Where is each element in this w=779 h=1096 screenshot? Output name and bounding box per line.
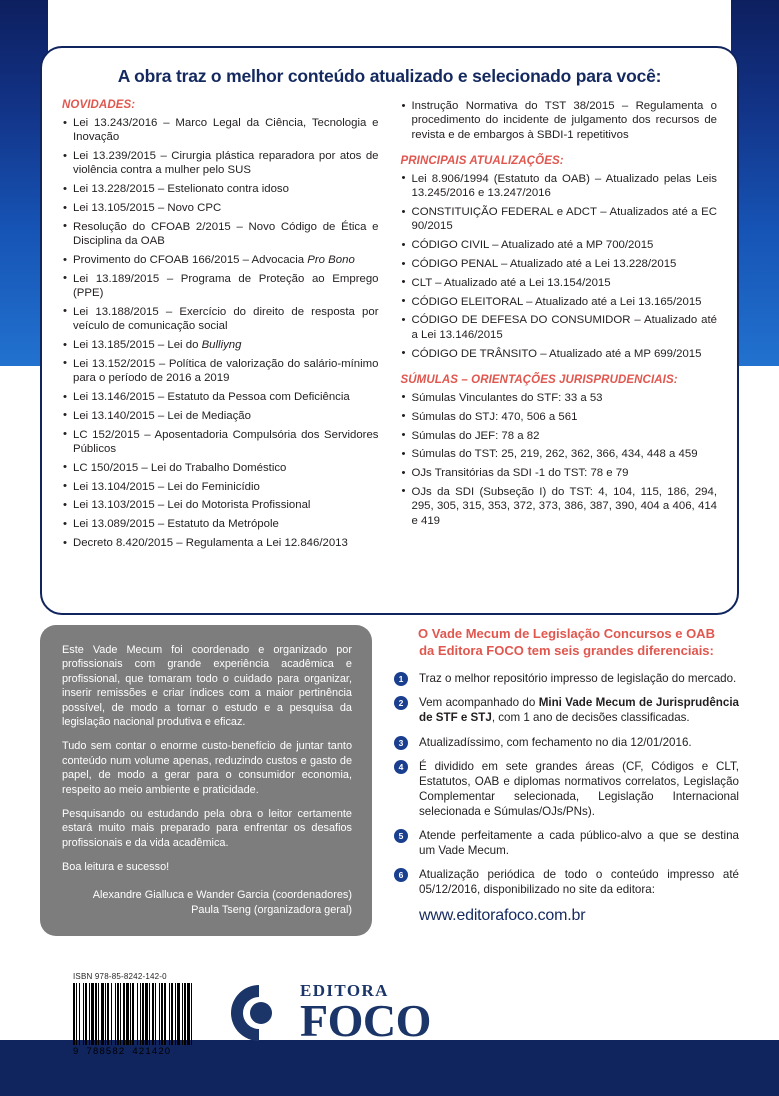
- isbn-barcode-area: [73, 972, 253, 1057]
- content-panel: [40, 46, 739, 615]
- differential-item: 2 Vem acompanhado do Mini Vade Mecum de Jurisprudência de STF e STJ, com 1 ano de decisões classificadas.: [394, 695, 739, 725]
- barcode-digits-left: 788582: [86, 1046, 126, 1057]
- editorial-note-box: [40, 625, 372, 936]
- list-item: • OJs da SDI (Subseção I) do TST: 4, 104, 115, 186, 294, 295, 305, 315, 353, 372, 373, 386, 387, 390, 404 a 406, 414 e 419: [401, 485, 718, 528]
- list-item: • Lei 13.189/2015 – Programa de Proteção ao Emprego (PPE): [62, 272, 379, 301]
- barcode-digits-right: 421420: [132, 1046, 172, 1057]
- website-link[interactable]: www.editorafoco.com.br: [419, 907, 586, 925]
- number-badge-icon: 6: [394, 868, 408, 882]
- list-item: • OJs Transitórias da SDI -1 do TST: 78 e 79: [401, 466, 718, 480]
- barcode-digits: [73, 1046, 253, 1057]
- coordinators-signature: [62, 888, 352, 917]
- differentials-list: [394, 671, 739, 897]
- editorial-closing-line: Boa leitura e sucesso!: [62, 861, 170, 874]
- logo-wordmark: [300, 982, 431, 1044]
- differential-item: 3 Atualizadíssimo, com fechamento no dia 12/01/2016.: [394, 735, 739, 750]
- differentials-title-line2: da Editora FOCO tem seis grandes diferenciais:: [419, 643, 714, 659]
- list-item: • Lei 13.104/2015 – Lei do Feminicídio: [62, 480, 379, 494]
- differentials-block: [394, 625, 739, 936]
- isbn-number-label: ISBN 978-85-8242-142-0: [73, 972, 167, 981]
- page-title: A obra traz o melhor conteúdo atualizado e selecionado para você:: [117, 66, 662, 86]
- number-badge-icon: 4: [394, 760, 408, 774]
- list-item: • Lei 13.243/2016 – Marco Legal da Ciência, Tecnologia e Inovação: [62, 116, 379, 145]
- editorial-paragraph-1: Este Vade Mecum foi coordenado e organizado por profissionais com grande experiência acadêmica e profissional, que tomaram todo o cuidado para organizar, inserir remissões e criar índices com a maior pertinência possível, de modo a tornar o estudo e a pesquisa da legislação nacional produtiva e eficaz.: [62, 644, 352, 728]
- differential-item: 1 Traz o melhor repositório impresso de legislação do mercado.: [394, 671, 739, 686]
- two-column-layout: [62, 99, 717, 555]
- section-heading-novidades: NOVIDADES:: [62, 99, 136, 111]
- differential-item: 4 É dividido em sete grandes áreas (CF, Códigos e CLT, Estatutos, OAB e diplomas normativos correlatos, Legislação Complementar selecionada, Legislação Internacional selecionada e Súmulas/OJs/PNs).: [394, 759, 739, 819]
- novidades-list: [62, 116, 379, 550]
- editorial-paragraph-2: Tudo sem contar o enorme custo-benefício de juntar tanto conteúdo num volume apenas, reduzindo custos e gasto de papel, de modo a gerar para o consumidor economia, respeito ao meio ambiente e praticidade.: [62, 740, 352, 796]
- number-badge-icon: 5: [394, 829, 408, 843]
- left-column: [62, 99, 379, 555]
- list-item: • Súmulas do JEF: 78 a 82: [401, 429, 718, 443]
- barcode-lead-digit: 9: [73, 1046, 80, 1057]
- italic-term: Pro Bono: [307, 254, 355, 266]
- differential-item: 5 Atende perfeitamente a cada público-alvo a que se destina um Vade Mecum.: [394, 828, 739, 858]
- list-item: • Súmulas do TST: 25, 219, 262, 362, 366, 434, 448 a 459: [401, 447, 718, 461]
- differential-item: 6 Atualização periódica de todo o conteúdo impresso até 05/12/2016, disponibilizado no site da editora:: [394, 867, 739, 897]
- list-item: • Lei 13.228/2015 – Estelionato contra idoso: [62, 182, 379, 196]
- list-item: • Lei 13.140/2015 – Lei de Mediação: [62, 409, 379, 423]
- logo-foco-text: FOCO: [300, 995, 431, 1046]
- list-item: • Resolução do CFOAB 2/2015 – Novo Código de Ética e Disciplina da OAB: [62, 220, 379, 249]
- organizer-name: Paula Tseng (organizadora geral): [191, 904, 352, 917]
- list-item: • Lei 13.146/2015 – Estatuto da Pessoa com Deficiência: [62, 390, 379, 404]
- logo-editora-text: EDITORA: [300, 981, 389, 1000]
- list-item: • LC 152/2015 – Aposentadoria Compulsória dos Servidores Públicos: [62, 428, 379, 457]
- bottom-section: [40, 625, 739, 936]
- right-column: [401, 99, 718, 555]
- list-item: • Lei 13.239/2015 – Cirurgia plástica reparadora por atos de violência contra a mulher pelo SUS: [62, 149, 379, 178]
- list-item: • Lei 13.188/2015 – Exercício do direito de resposta por veículo de comunicação social: [62, 305, 379, 334]
- foco-circle-icon: [228, 982, 290, 1044]
- differentials-title: [394, 625, 739, 659]
- list-item: • Instrução Normativa do TST 38/2015 – Regulamenta o procedimento do incidente de julgamento dos recursos de revista e de embargos à SBDI-1 repetitivos: [401, 99, 718, 142]
- list-item: • CONSTITUIÇÃO FEDERAL e ADCT – Atualizados até a EC 90/2015: [401, 205, 718, 234]
- list-item: • Provimento do CFOAB 166/2015 – Advocacia Pro Bono: [62, 253, 379, 267]
- list-item: • LC 150/2015 – Lei do Trabalho Doméstico: [62, 461, 379, 475]
- editorial-paragraph-3: Pesquisando ou estudando pela obra o leitor certamente estará muito mais preparado para enfrentar os desafios profissionais e da vida acadêmica.: [62, 807, 352, 849]
- list-item: • CÓDIGO DE TRÂNSITO – Atualizado até a MP 699/2015: [401, 347, 718, 361]
- list-item: • CÓDIGO CIVIL – Atualizado até a MP 700/2015: [401, 238, 718, 252]
- section-heading-sumulas: SÚMULAS – ORIENTAÇÕES JURISPRUDENCIAIS:: [400, 373, 678, 386]
- tst-instruction-list: [401, 99, 718, 142]
- list-item: • Lei 8.906/1994 (Estatuto da OAB) – Atualizado pelas Leis 13.245/2016 e 13.247/2016: [401, 172, 718, 201]
- section-heading-atualizacoes: PRINCIPAIS ATUALIZAÇÕES:: [400, 154, 564, 167]
- list-item: • Lei 13.089/2015 – Estatuto da Metrópole: [62, 517, 379, 531]
- list-item: • Lei 13.103/2015 – Lei do Motorista Profissional: [62, 498, 379, 512]
- list-item: • Súmulas Vinculantes do STF: 33 a 53: [401, 391, 718, 405]
- list-item: • Decreto 8.420/2015 – Regulamenta a Lei 12.846/2013: [62, 536, 379, 550]
- list-item: • Lei 13.152/2015 – Política de valorização do salário-mínimo para o período de 2016 a 2019: [62, 357, 379, 386]
- list-item: • Lei 13.105/2015 – Novo CPC: [62, 201, 379, 215]
- list-item: • CLT – Atualizado até a Lei 13.154/2015: [401, 276, 718, 290]
- list-item: • Lei 13.185/2015 – Lei do Bulliyng: [62, 338, 379, 352]
- list-item: • CÓDIGO DE DEFESA DO CONSUMIDOR – Atualizado até a Lei 13.146/2015: [401, 313, 718, 342]
- number-badge-icon: 3: [394, 736, 408, 750]
- atualizacoes-list: [401, 172, 718, 361]
- number-badge-icon: 2: [394, 696, 408, 710]
- publisher-logo: [228, 982, 431, 1044]
- coordinators-names: Alexandre Gialluca e Wander Garcia (coordenadores): [92, 889, 352, 902]
- sumulas-list: [401, 391, 718, 528]
- list-item: • Súmulas do STJ: 470, 506 a 561: [401, 410, 718, 424]
- emphasis-text: Mini Vade Mecum de Jurisprudência de STF e STJ: [419, 696, 739, 725]
- list-item: • CÓDIGO ELEITORAL – Atualizado até a Lei 13.165/2015: [401, 295, 718, 309]
- number-badge-icon: 1: [394, 672, 408, 686]
- italic-term: Bulliyng: [201, 339, 242, 352]
- list-item: • CÓDIGO PENAL – Atualizado até a Lei 13.228/2015: [401, 257, 718, 271]
- barcode-graphic: [73, 983, 253, 1045]
- differentials-title-line1: O Vade Mecum de Legislação Concursos e OAB: [418, 626, 715, 641]
